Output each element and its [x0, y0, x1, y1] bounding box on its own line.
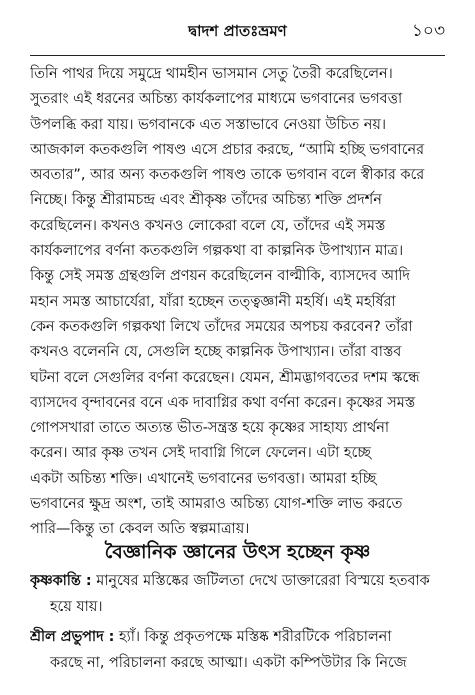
text-line: উপলব্ধি করা যায়। ভগবানকে এত সস্তাভাবে নেওয়া উচিত নয়। [30, 116, 386, 133]
dialogue-entry [30, 624, 448, 676]
text-line: মহান সমস্ত আচার্যেরা, যাঁরা হচ্ছেন তত্ত্বজ্ঞানী মহর্ষি। এই মহর্ষিরা [30, 293, 396, 310]
text-line: আজকাল কতকগুলি পাষণ্ড এসে প্রচার করছে, “আমি হচ্ছি ভগবানের [30, 141, 425, 158]
speaker-name: শ্রীল প্রভুপাদ : [30, 629, 115, 645]
section-heading: বৈজ্ঞানিক জ্ঞানের উৎস হচ্ছেন কৃষ্ণ [104, 541, 371, 563]
text-line: ঘটনা বলে সেগুলির বর্ণনা করেছেন। যেমন, শ্রীমদ্ভাগবতের দশম স্কন্ধে [30, 369, 420, 386]
text-line: ভগবানের ক্ষুদ্র অংশ, তাই আমরাও অচিন্ত্য যোগ-শক্তি লাভ করতে [30, 496, 403, 513]
page-number: ১০৩ [411, 21, 445, 41]
text-line: পারি—কিন্তু তা কেবল অতি স্বল্পমাত্রায়। [30, 521, 250, 538]
speaker-name: কৃষ্ণকান্তি : [30, 573, 92, 589]
text-line: তিনি পাথর দিয়ে সমুদ্রে থামহীন ভাসমান সেতু তৈরী করেছিলেন। [30, 66, 393, 82]
text-line: একটা অচিন্ত্য শক্তি। এখানেই ভগবানের ভগবত্তা। আমরা হচ্ছি [30, 470, 377, 487]
text-line: ব্যাসদেব বৃন্দাবনের বনে এক দাবাগ্নির কথা বর্ণনা করেন। কৃষ্ণের সমস্ত [30, 394, 416, 411]
page-header [30, 20, 445, 54]
text-line: করেন। আর কৃষ্ণ তখন সেই দাবাগ্নি গিলে ফেলেন। এটা হচ্ছে [30, 445, 371, 462]
header-rule [30, 55, 445, 56]
text-line: কখনও বলেননি যে, সেগুলি হচ্ছে কাল্পনিক উপাখ্যান। তাঁরা বাস্তব [30, 344, 402, 361]
text-line: সুতরাং এই ধরনের অচিন্ত্য কার্যকলাপের মাধ্যমে ভগবানের ভগবত্তা [30, 91, 403, 108]
dialogue-continuation: করছে না, পরিচালনা করছে আত্মা। একটা কম্পিউটার কি নিজে [50, 655, 407, 671]
dialogue-text: হ্যাঁ। কিন্তু প্রকৃতপক্ষে মস্তিষ্ক শরীরটিকে পরিচালনা [119, 629, 392, 645]
text-line: করেছিলেন। কখনও কখনও লোকেরা বলে যে, তাঁদের এই সমস্ত [30, 217, 386, 234]
text-line: কিন্তু সেই সমস্ত গ্রন্থগুলি প্রণয়ন করেছিলেন বাল্মীকি, ব্যাসদেব আদি [30, 268, 410, 285]
running-title: দ্বাদশ প্রাতঃভ্রমণ [188, 22, 287, 40]
text-line: কার্যকলাপের বর্ণনা কতকগুলি গল্পকথা বা কাল্পনিক উপাখ্যান মাত্র। [30, 243, 404, 260]
dialogue-entry [30, 568, 448, 620]
text-line: কেন কতকগুলি গল্পকথা লিখে তাঁদের সময়ের অপচয় করবেন? তাঁরা [30, 318, 413, 335]
body-paragraph [30, 62, 448, 543]
text-line: অবতার”, আর অন্য কতকগুলি পাষণ্ড তাকে ভগবান বলে স্বীকার করে [30, 167, 425, 184]
dialogue-text: মানুষের মস্তিষ্কের জটিলতা দেখে ডাক্তারেরা বিস্ময়ে হতবাক [96, 573, 430, 589]
dialogue-continuation: হয়ে যায়। [50, 599, 103, 615]
text-line: নিচ্ছে। কিন্তু শ্রীরামচন্দ্র এবং শ্রীকৃষ্ণ তাঁদের অচিন্ত্য শক্তি প্রদর্শন [30, 192, 382, 209]
text-line: গোপসখারা তাতে অত্যন্ত ভীত-সন্ত্রস্ত হয়ে কৃষ্ণের সাহায্য প্রার্থনা [30, 420, 389, 437]
